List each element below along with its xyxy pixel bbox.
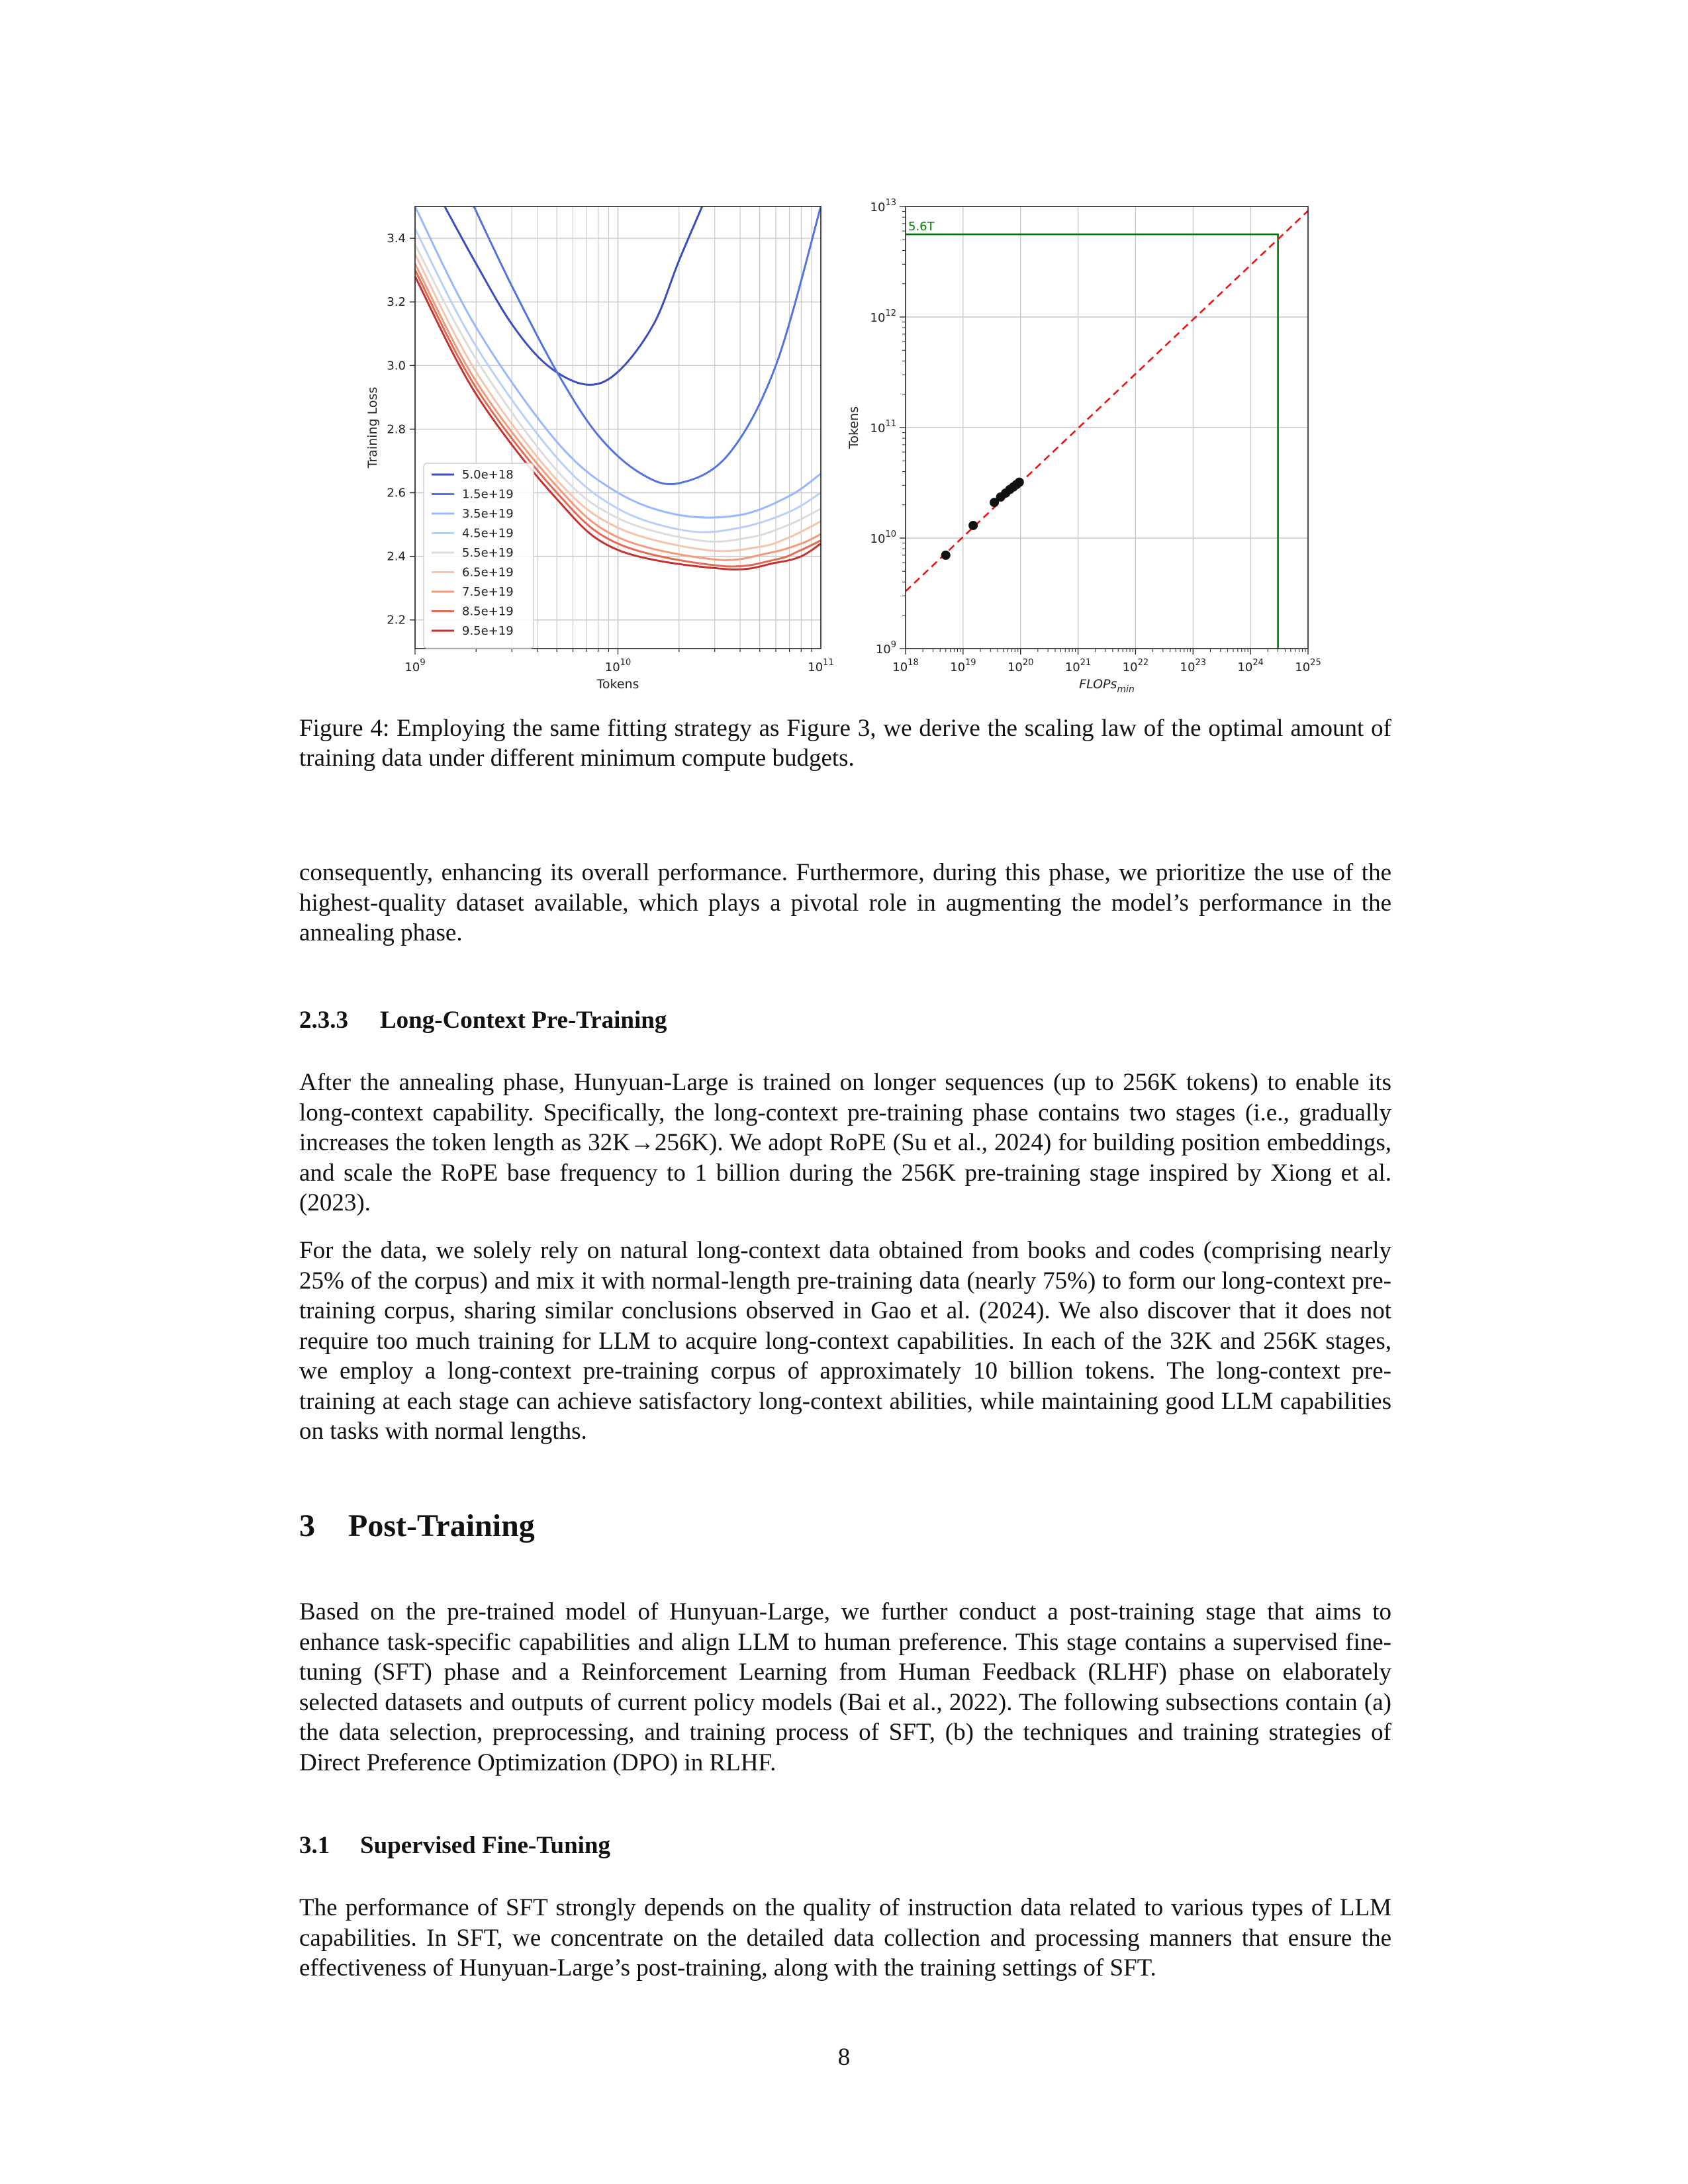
y-axis-label: Tokens (847, 406, 861, 449)
legend-label: 5.5e+19 (462, 546, 514, 560)
y-tick-label: 2.6 (387, 486, 406, 500)
x-tick-label: $10^{18}$ (892, 658, 919, 674)
plot-contents (906, 205, 1315, 649)
y-tick-label: 3.4 (387, 232, 406, 246)
x-tick-label: $10^{25}$ (1295, 658, 1321, 674)
paragraph-post-training: Based on the pre-trained model of Hunyuan-Large, we further conduct a post-training stage that aims to enhance task-specific capabilities and align LLM to human preference. This stage contains a supervised fine-tuning (SFT) phase and a Reinforcement Learning from Human Feedback (RLHF) phase on elaborately selected datasets and outputs of current policy models (Bai et al., 2022). The following subsections contain (a) the data selection, preprocessing, and training process of SFT, (b) the techniques and training strategies of Direct Preference Optimization (DPO) in RLHF. (299, 1598, 1391, 1776)
legend-label: 8.5e+19 (462, 604, 514, 619)
fit-line (906, 205, 1315, 591)
y-tick-label: $10^9$ (875, 640, 896, 657)
x-tick-label: $10^{21}$ (1064, 658, 1092, 674)
y-tick-label: 2.4 (387, 549, 406, 564)
x-axis-label: Tokens (596, 677, 639, 692)
y-axis-label: Training Loss (365, 387, 380, 469)
y-tick-label: $10^{12}$ (870, 308, 896, 325)
legend-label: 9.5e+19 (462, 624, 514, 638)
x-tick-label: $10^{20}$ (1007, 658, 1034, 674)
x-tick-label: $10^{11}$ (808, 658, 834, 674)
y-tick-label: $10^{11}$ (870, 419, 896, 435)
figure-caption-text: Employing the same fitting strategy as Figure 3, we derive the scaling law of the optimal amount of training data under different minimum compute budgets. (299, 715, 1391, 772)
section-number: 2.3.3 (299, 1007, 348, 1034)
section-heading-3-1 (299, 1831, 610, 1860)
section-title: Supervised Fine-Tuning (360, 1832, 611, 1859)
legend-label: 5.0e+18 (462, 468, 514, 482)
section-title: Post-Training (348, 1508, 535, 1543)
figure-caption (299, 713, 1391, 773)
y-tick-label: $10^{13}$ (870, 198, 896, 214)
x-tick-label: $10^{10}$ (604, 658, 632, 674)
y-tick-label: 2.8 (387, 422, 406, 437)
legend-label: 6.5e+19 (462, 565, 514, 580)
y-tick-label: 3.0 (387, 359, 406, 373)
data-point (941, 551, 951, 560)
x-tick-label: $10^{22}$ (1122, 658, 1149, 674)
loss-vs-tokens-chart (365, 206, 834, 692)
data-point (1015, 478, 1024, 487)
tokens-vs-flops-chart (847, 198, 1321, 695)
paragraph-long-context-2: For the data, we solely rely on natural long-context data obtained from books and codes (comprising nearly 25% of the corpus) and mix it with normal-length pre-training data (nearly 75%) to form our long-context pre-training corpus, sharing similar conclusions observed in Gao et al. (2024). We also discover that it does not require too much training for LLM to acquire long-context capabilities. In each of the 32K and 256K stages, we employ a long-context pre-training corpus of approximately 10 billion tokens. The long-context pre-training at each stage can achieve satisfactory long-context abilities, while maintaining good LLM capabilities on tasks with normal lengths. (299, 1237, 1391, 1445)
section-title: Long-Context Pre-Training (380, 1007, 667, 1034)
section-number: 3.1 (299, 1832, 330, 1859)
x-tick-label: $10^{19}$ (950, 658, 976, 674)
marker-label: 5.6T (908, 220, 935, 234)
figure-label: Figure 4: (299, 715, 390, 742)
legend-label: 1.5e+19 (462, 487, 514, 502)
paragraph-sft: The performance of SFT strongly depends on the quality of instruction data related to various types of LLM capabilities. In SFT, we concentrate on the detailed data collection and processing manners that ensure the effectiveness of Hunyuan-Large’s post-training, along with the training settings of SFT. (299, 1894, 1391, 1981)
legend-label: 4.5e+19 (462, 526, 514, 541)
x-tick-label: $10^{24}$ (1237, 658, 1264, 674)
y-tick-label: 3.2 (387, 295, 406, 310)
y-tick-label: $10^{10}$ (870, 529, 896, 546)
x-tick-label: $10^{23}$ (1180, 658, 1207, 674)
legend-label: 3.5e+19 (462, 507, 514, 521)
figure-4 (0, 0, 1688, 715)
section-heading-3 (299, 1508, 535, 1544)
page-number: 8 (837, 2044, 851, 2071)
section-number: 3 (299, 1508, 315, 1543)
marker-guide-line (906, 234, 1278, 649)
paragraph-long-context-1: After the annealing phase, Hunyuan-Large is trained on longer sequences (up to 256K tokens) to enable its long-context capability. Specifically, the long-context pre-training phase contains two stages (i.e., gradually increases the token length as 32K→256K). We adopt RoPE (Su et al., 2024) for building position embeddings, and scale the RoPE base frequency to 1 billion during the 256K pre-training stage inspired by Xiong et al. (2023). (299, 1069, 1391, 1216)
paragraph-annealing-end: consequently, enhancing its overall performance. Furthermore, during this phase, we prioritize the use of the highest-quality dataset available, which plays a pivotal role in augmenting the model’s performance in the annealing phase. (299, 859, 1391, 946)
section-heading-2-3-3 (299, 1006, 667, 1034)
y-tick-label: 2.2 (387, 613, 406, 627)
x-tick-label: $10^9$ (404, 658, 426, 674)
legend-label: 7.5e+19 (462, 585, 514, 599)
x-axis-label: FLOPs$_{min}$ (1079, 677, 1135, 695)
data-point (968, 521, 978, 530)
